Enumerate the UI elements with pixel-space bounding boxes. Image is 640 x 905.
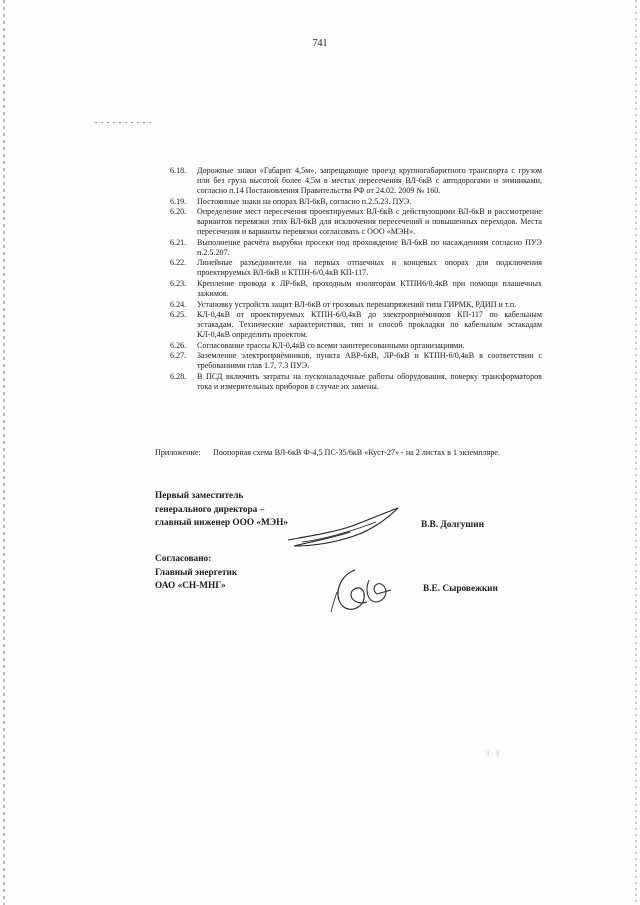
item-number: 6.20.: [170, 207, 187, 217]
item-text: Выполнение расчёта вырубки просеки под прохождение ВЛ-6кВ по насаждениям согласно ПУЭ п.2.5.207.: [197, 237, 542, 257]
item-number: 6.22.: [170, 258, 187, 268]
handwritten-signature-2: [325, 560, 400, 618]
list-item: [170, 197, 542, 207]
scan-edge-right: [635, 0, 637, 905]
list-item: [170, 258, 542, 278]
item-text: Установку устройств защит ВЛ-6кВ от грозовых перенапряжений типа ГИРМК, РДИП и т.п.: [197, 299, 517, 309]
item-number: 6.18.: [170, 166, 187, 175]
item-text: КЛ-0,4кВ от проектируемых КТПН-6/0,4кВ до электроприёмников КП-117 по кабельным эстакадам. Технические характеристики, тип и способ прокладки по кабельным эстакадам КЛ-0,4кВ определить проектом.: [197, 310, 542, 340]
list-item: [170, 372, 542, 392]
appendix-text: Поопорная схема ВЛ-6кВ Ф-4,5 ПС-35/6кВ «Куст-27» - на 2 листах в 1 экземпляре.: [213, 448, 500, 457]
signatory-name: В.В. Долгушин: [421, 520, 484, 530]
list-item: [170, 279, 542, 299]
list-item: [170, 300, 542, 310]
signatory-title-line: главный инженер ООО «МЭН»: [155, 518, 288, 529]
list-item: [170, 351, 542, 371]
item-number: 6.21.: [170, 237, 187, 247]
item-number: 6.23.: [170, 278, 187, 288]
item-number: 6.28.: [170, 372, 187, 382]
list-item: [170, 341, 542, 351]
approver-name: В.Е. Сыровежкин: [423, 584, 498, 594]
handwritten-signature-1: [280, 496, 410, 556]
appendix-note: [155, 447, 541, 458]
list-item: [170, 310, 542, 340]
item-text: В ПСД включить затраты на пусконаладочные работы оборудования, поверку трансформаторов тока и измерительных приборов в случае их замены.: [197, 372, 542, 391]
item-text: Дорожные знаки «Габарит 4,5м», запрещающие проезд крупногабаритного транспорта с грузом или без груза высотой более 4,5м в местах пересечения ВЛ-6кВ с автодорогами и зимниками, согласно п.14 Постановления Правительства РФ от 24.02. 2009 № 160.: [197, 166, 542, 195]
list-item: [170, 166, 542, 196]
item-text: Линейные разъединители на первых отпаечных и концевых опорах для подключения проектируемых ВЛ-6кВ и КТПН-6/0,4кВ КП-117.: [197, 258, 542, 278]
list-item: [170, 207, 542, 237]
item-number: 6.27.: [170, 351, 187, 361]
scan-artifact: [95, 122, 153, 123]
approval-block: [155, 553, 237, 594]
requirements-list: [170, 166, 542, 393]
scan-edge-left: [3, 0, 5, 905]
signatory-title-line: Первый заместитель: [155, 491, 244, 501]
faint-stamp-mark: ⸽⸽ ·· ⸽⸽: [486, 751, 500, 757]
item-number: 6.26.: [170, 340, 187, 350]
approval-title-line: Главный энергетик: [155, 567, 238, 578]
item-number: 6.25.: [170, 310, 187, 320]
item-text: Крепление провода к ЛР-6кВ, проходным изоляторам КТПН6/0.4кВ при помощи плашечных зажимов.: [197, 278, 542, 298]
item-number: 6.19.: [170, 196, 187, 206]
approval-title-line: ОАО «СН-МНГ»: [155, 581, 226, 592]
item-number: 6.24.: [170, 299, 187, 309]
item-text: Определение мест пересечения проектируемых ВЛ-6кВ с действующими ВЛ-6кВ и рассмотрение вариантов перевязки этих ВЛ-6кВ для исключения пересечений и повышенных переходов. Места пересечения и варианты перевязки согласовать с ООО «МЭН».: [197, 207, 542, 237]
signatory-title-block: [155, 490, 288, 531]
approval-label: Согласовано:: [155, 554, 212, 564]
item-text: Постоянные знаки на опорах ВЛ-6кВ, согласно п.2.5.23. ПУЭ.: [197, 196, 412, 206]
signatory-title-line: генерального директора –: [155, 504, 265, 515]
appendix-label: Приложение:: [155, 448, 201, 457]
list-item: [170, 238, 542, 258]
page-number: 741: [312, 38, 328, 49]
item-text: Согласование трассы КЛ-0,4кВ со всеми заинтересованными организациями.: [197, 340, 465, 350]
item-text: Заземление электроприёмников, пункта АВР-6кВ, ЛР-6кВ и КТПН-6/0,4кВ в соответствии с требованиями глав 1.7, 7.3 ПУЭ.: [197, 351, 542, 371]
